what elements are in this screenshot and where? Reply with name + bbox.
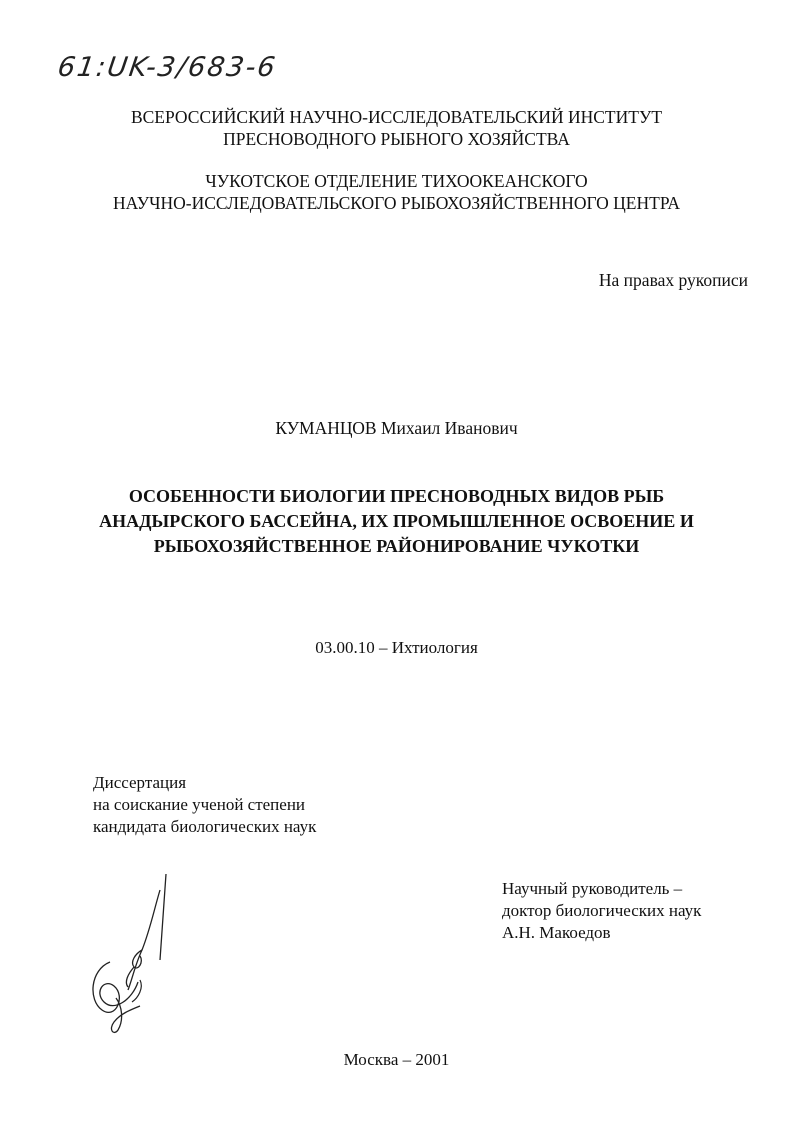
title-line-1: ОСОБЕННОСТИ БИОЛОГИИ ПРЕСНОВОДНЫХ ВИДОВ РЫБ — [128, 486, 665, 506]
advisor-block — [502, 878, 701, 944]
organization-2-line-2: НАУЧНО-ИССЛЕДОВАТЕЛЬСКОГО РЫБОХОЗЯЙСТВЕННОГО ЦЕНТРА — [113, 193, 680, 213]
specialty-code: 03.00.10 – Ихтиология — [315, 638, 478, 657]
dissertation-title — [0, 484, 793, 559]
dissertation-line-1: Диссертация — [93, 773, 187, 792]
handwritten-signature — [80, 870, 180, 1040]
place-and-year: Москва – 2001 — [343, 1050, 450, 1069]
organization-1 — [0, 106, 793, 150]
advisor-line-1: Научный руководитель – — [502, 879, 683, 898]
dissertation-block — [93, 772, 316, 838]
dissertation-line-2: на соискание ученой степени — [93, 795, 306, 814]
organization-1-line-1: ВСЕРОССИЙСКИЙ НАУЧНО-ИССЛЕДОВАТЕЛЬСКИЙ ИНСТИТУТ — [130, 107, 663, 127]
title-line-2: АНАДЫРСКОГО БАССЕЙНА, ИХ ПРОМЫШЛЕННОЕ ОСВОЕНИЕ И — [99, 511, 694, 531]
title-line-3: РЫБОХОЗЯЙСТВЕННОЕ РАЙОНИРОВАНИЕ ЧУКОТКИ — [153, 536, 640, 556]
organization-1-line-2: ПРЕСНОВОДНОГО РЫБНОГО ХОЗЯЙСТВА — [223, 129, 570, 149]
author-name: КУМАНЦОВ Михаил Иванович — [275, 418, 518, 438]
advisor-line-2: доктор биологических наук — [502, 901, 702, 920]
advisor-line-3: А.Н. Макоедов — [502, 923, 611, 942]
organization-2 — [0, 170, 793, 214]
dissertation-line-3: кандидата биологических наук — [93, 817, 317, 836]
archive-number-handwritten: 61:UK-3/683-6 — [55, 52, 279, 83]
organization-2-line-1: ЧУКОТСКОЕ ОТДЕЛЕНИЕ ТИХООКЕАНСКОГО — [205, 171, 588, 191]
rights-note: На правах рукописи — [598, 270, 748, 290]
